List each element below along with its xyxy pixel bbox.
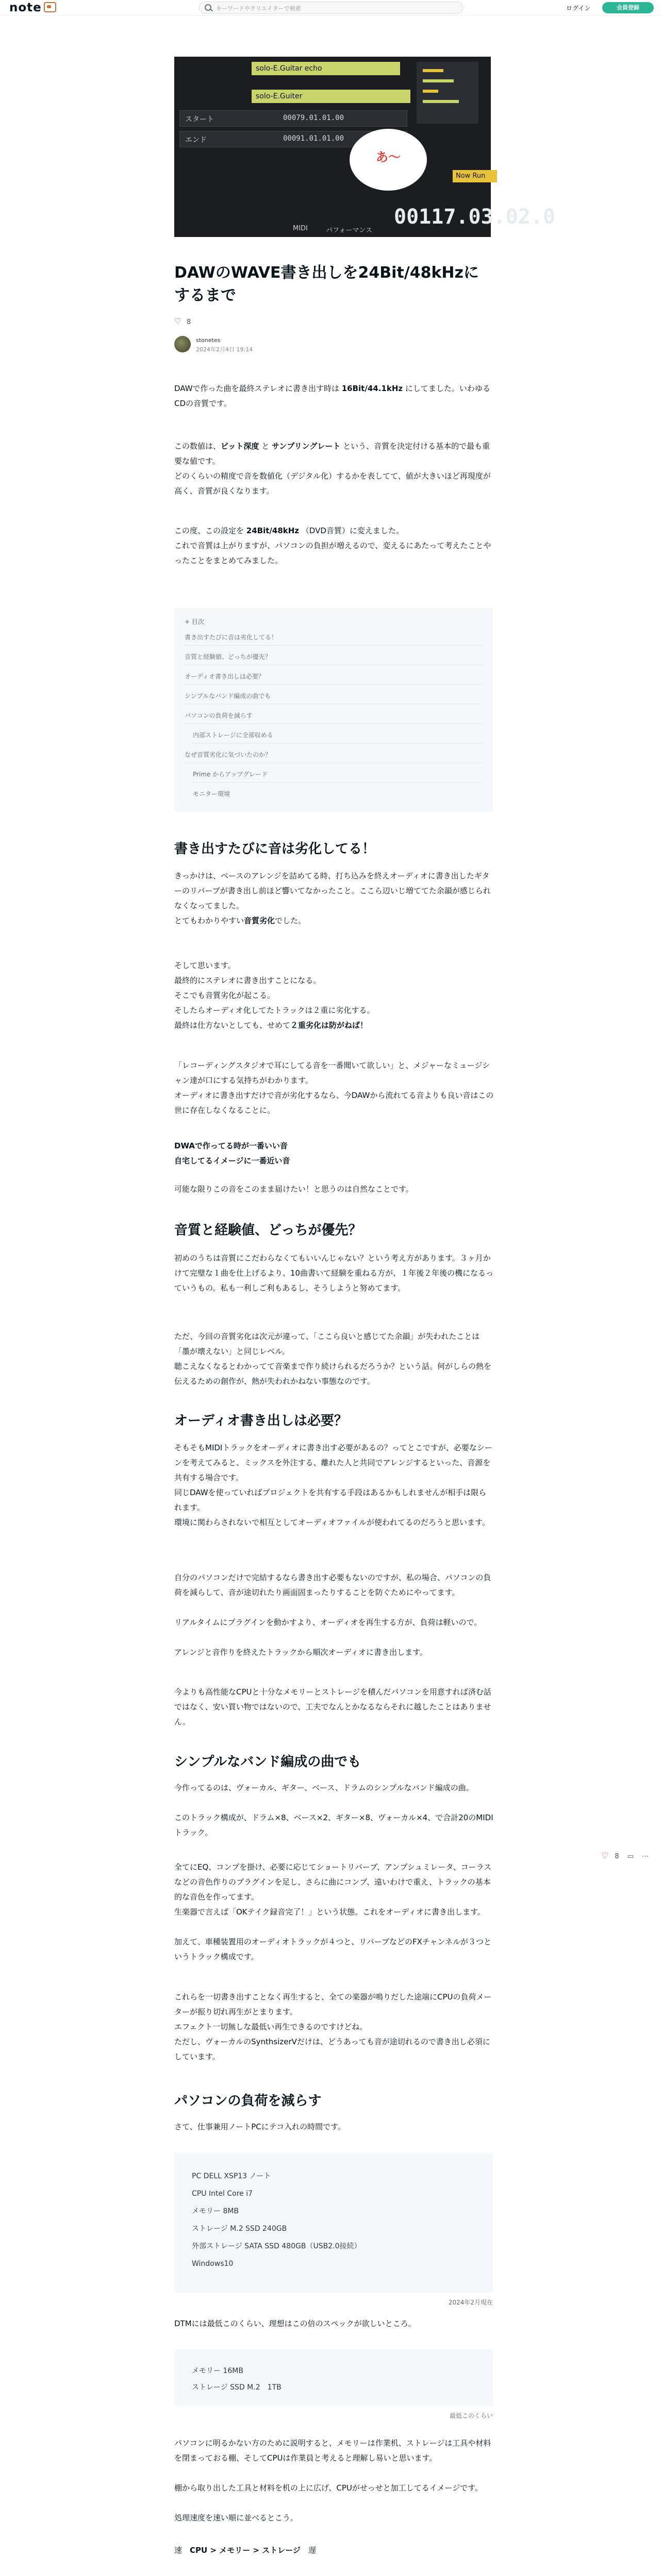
- track-solo-guitar: solo-E.Guiter: [252, 90, 410, 103]
- paragraph: 最終は仕方ないとしても、せめて２重劣化は防がねば！: [174, 1021, 368, 1030]
- paragraph: さて、仕事兼用ノートPCにテコ入れの時間です。: [174, 2122, 345, 2131]
- eyecatch-image: [174, 57, 556, 237]
- toc-item[interactable]: 音質と経験値、どっちが優先？: [185, 649, 483, 665]
- paragraph: ただ、今回の音質劣化は次元が違って、「ここら良いと感じてた余韻」が失われたことは「墨が壊えない」と同じレベル。: [174, 1332, 480, 1356]
- paragraph: 速 CPU > メモリー > ストレージ 遅: [174, 2546, 316, 2555]
- signup-button[interactable]: 会員登録: [602, 2, 654, 13]
- end-row: エンド 00091.01.01.00: [179, 131, 407, 147]
- toc-item[interactable]: パソコンの負荷を減らす: [185, 708, 483, 724]
- midi-label: MIDI: [293, 225, 308, 232]
- avatar[interactable]: [174, 336, 191, 352]
- paragraph: きっかけは、ベースのアレンジを詰めてる時、打ち込みを終えオーディオに書き出したギターのリバーブが書き出し前ほど響いてなかったこと。ここら辺いじ増ててた余韻が感じられなくなってました。: [174, 871, 491, 910]
- note-logo[interactable]: note: [9, 1, 56, 14]
- spec-line: メモリー 8MB: [192, 2207, 239, 2215]
- paragraph: 処理速度を速い順に並べるとこう。: [174, 2513, 299, 2522]
- intro-paragraph-2: この数値は、ビット深度 と サンプリングレート という、音質を決定付ける基本的で最も重要な値です。: [174, 442, 490, 466]
- paragraph: エフェクト一切無しな最低い再生できるのですけどね。: [174, 2022, 368, 2031]
- paragraph: 同じDAWを使っていればプロジェクトを共有する手段はあるかもしれませんが相手は限られます。: [174, 1488, 487, 1512]
- section-heading-1: 書き出すたびに音は劣化してる！: [174, 841, 376, 857]
- more-icon[interactable]: ⋯: [642, 1853, 649, 1860]
- paragraph: 初めのうちは音質にこだわらなくてもいいんじゃない？という考え方があります。３ヶ月かけて完璧な１曲を仕上げるより、10曲書いて経験を重ねる方が、１年後２年後の機になるっていうもの。私も一利しご利もあるし、そうしようと努めてます。: [174, 1253, 494, 1293]
- performance-label: パフォーマンス: [326, 227, 372, 234]
- search-input[interactable]: [215, 3, 454, 13]
- paragraph: 最終的にステレオに書き出すことになる。: [174, 976, 321, 985]
- paragraph: DTMには最低このくらい、理想はこの倍のスペックが欲しいところ。: [174, 2319, 416, 2328]
- paragraph: 可能な限りこの音をこのまま届けたい！と思うのは自然なことです。: [174, 1184, 413, 1194]
- paragraph: 自分のパソコンだけで完結するなら書き出す必要もないのですが、私の場合、パソコンの負荷を減らして、音が途切れたり画面固まったりすることを防ぐためにやってます。: [174, 1573, 491, 1597]
- time-counter: 00117.03.02.0: [394, 205, 556, 229]
- section-heading-5: パソコンの負荷を減らす: [174, 2093, 322, 2109]
- section-heading-3: オーディオ書き出しは必要？: [174, 1413, 347, 1429]
- toc-item[interactable]: なぜ音質劣化に気づいたのか？: [185, 747, 483, 763]
- track-solo-guitar-echo: solo-E.Guitar echo: [252, 62, 400, 75]
- paragraph: そこでも音質劣化が起こる。: [174, 991, 275, 1000]
- bold-line: 自宅してるイメージに一番近い音: [174, 1156, 290, 1165]
- fader-panel: [417, 62, 478, 124]
- paragraph: 「レコーディングスタジオで耳にしてる音を一番聞いて欲しい」と、メジャーなミュージシャン達が口にする気持ちがわかります。: [174, 1061, 490, 1085]
- spec-line: PC DELL XSP13 ノート: [192, 2172, 271, 2180]
- spec-line: ストレージ SSD M.2 1TB: [192, 2383, 282, 2392]
- spec-line: Windows10: [192, 2260, 234, 2268]
- paragraph: これらを一切書き出すことなく再生すると、全ての楽器が鳴りだした途端にCPUの負荷メーターが振り切れ再生がとまります。: [174, 1992, 492, 2016]
- paragraph: そもそもMIDIトラックをオーディオに書き出す必要があるの？ってとこですが、必要なシーンを考えてみると、ミックスを外注する、離れた人と共同でアレンジするといった、音源を共有する場合です。: [174, 1443, 492, 1482]
- heart-icon[interactable]: ♡: [601, 1851, 609, 1860]
- intro-paragraph-4: この度、この設定を 24Bit/48kHz （DVD音質）に変えました。: [174, 526, 404, 535]
- paragraph: 今よりも高性能なCPUと十分なメモリーとストレージを積んだパソコンを用意すれば済む話ではなく、安い買い物ではないので、工夫でなんとかなるならそれに越したことはありません。: [174, 1687, 491, 1726]
- login-link[interactable]: ログイン: [566, 5, 591, 12]
- paragraph: 全てにEQ、コンプを掛け、必要に応じてショートリバーブ、アンプシュミレータ、コーラスなどの音色作りのプラグインを足し、さらに曲にコンプ、遠いわけで重え、トラックの基本的な音色を作ってます。: [174, 1862, 492, 1902]
- logo-mark-icon: [44, 2, 56, 12]
- like-count: 8: [187, 318, 191, 326]
- toc-item[interactable]: シンプルなバンド編成の曲でも: [185, 688, 483, 704]
- paragraph: アレンジと音作りを終えたトラックから順次オーディオに書き出します。: [174, 1648, 427, 1657]
- paragraph: オーディオに書き出すだけで音が劣化するなら、今DAWから流れてる音よりも良い音はこの世に存在しなくなることに。: [174, 1091, 494, 1115]
- article-title: DAWのWAVE書き出しを24Bit/48kHzにするまで: [174, 264, 479, 304]
- intro-paragraph-3: どのくらいの精度で音を数値化（デジタル化）するかを表してて、値が大きいほど再現度が高く、音質が良くなります。: [174, 471, 491, 496]
- search-box[interactable]: [199, 2, 463, 14]
- spec-box-recommended: [174, 2349, 493, 2406]
- paragraph: このトラック構成が、ドラム×8、ベース×2、ギター×8、ヴォーカル×4、で合計20のMIDIトラック。: [174, 1813, 493, 1837]
- toc-item[interactable]: 内部ストレージに全部収める: [193, 727, 483, 743]
- search-icon: [205, 4, 211, 11]
- paragraph: 環境に関わらされないで相互としてオーディオファイルが使われてるのだろうと思います。: [174, 1518, 490, 1527]
- spec-line: メモリー 16MB: [192, 2367, 243, 2375]
- paragraph: リアルタイムにプラグインを動かすより、オーディオを再生する方が、負荷は軽いので。: [174, 1618, 482, 1627]
- intro-paragraph-1: DAWで作った曲を最終ステレオに書き出す時は 16Bit/44.1kHz にしてました。いわゆるCDの音質です。: [174, 384, 490, 408]
- like-count: 8: [615, 1853, 619, 1860]
- paragraph: 今作ってるのは、ヴォーカル、ギター、ベース、ドラムのシンプルなバンド編成の曲。: [174, 1783, 474, 1792]
- toc-toggle-icon[interactable]: +: [185, 618, 192, 625]
- like-area[interactable]: [174, 318, 191, 326]
- table-of-contents: [174, 608, 493, 812]
- start-row: スタート 00079.01.01.00: [179, 110, 407, 127]
- paragraph: 生楽器で言えば「OKテイク録音完了！」という状態。これをオーディオに書き出します。: [174, 1907, 485, 1917]
- now-run-bar: Now Run: [453, 170, 497, 182]
- paragraph: ただし、ヴォーカルのSynthsizerVだけは、どうあっても音が途切れるので書き出し必須にしています。: [174, 2037, 490, 2061]
- spec-line: ストレージ M.2 SSD 240GB: [192, 2225, 287, 2233]
- spec-box-current: [174, 2154, 493, 2293]
- paragraph: とてもわかりやすい音質劣化でした。: [174, 916, 306, 925]
- paragraph: そしたらオーディオ化してたトラックは２重に劣化する。: [174, 1006, 375, 1015]
- heart-icon[interactable]: [174, 318, 181, 325]
- spec-line: 外部ストレージ SATA SSD 480GB（USB2.0接続）: [192, 2242, 361, 2250]
- toc-item[interactable]: モニター環境: [193, 790, 230, 798]
- paragraph: そして思います。: [174, 961, 236, 970]
- author-name[interactable]: stonetes: [196, 337, 221, 344]
- toc-item[interactable]: オーディオ書き出しは必要？: [185, 669, 483, 685]
- section-heading-2: 音質と経験値、どっちが優先？: [174, 1223, 362, 1238]
- speech-bubble: あ～: [350, 129, 427, 191]
- toc-item[interactable]: Prime からアップグレード: [193, 767, 483, 783]
- bold-line: DWAで作ってる時が一番いい音: [174, 1141, 288, 1150]
- toc-item[interactable]: 書き出すたびに音は劣化してる！: [185, 630, 483, 646]
- spec-caption: 2024年2月現在: [448, 2299, 493, 2306]
- toc-heading[interactable]: + 目次: [185, 618, 204, 625]
- publish-date: 2024年2月4日 19:14: [196, 346, 253, 353]
- spec-caption: 最低このくらい: [449, 2412, 493, 2419]
- paragraph: パソコンに明るかない方のために説明すると、メモリーは作業机、ストレージは工具や材料を閉まっておる棚、そしてCPUは作業員と考えると理解し易いと思います。: [174, 2438, 491, 2463]
- comment-icon[interactable]: ▭: [627, 1853, 634, 1860]
- spec-line: CPU Intel Core i7: [192, 2190, 253, 2198]
- site-header: [0, 0, 662, 16]
- paragraph: 加えて、車種装置用のオーディオトラックが４つと、リバーブなどのFXチャンネルが３つというトラック構成です。: [174, 1937, 492, 1961]
- section-heading-4: シンプルなバンド編成の曲でも: [174, 1754, 361, 1770]
- floating-actions: [601, 1851, 655, 1860]
- paragraph: 棚から取り出した工具と材料を机の上に広げ、CPUがせっせと加工してるイメージです。: [174, 2483, 483, 2493]
- paragraph: 聴こえなくなるとわかってて音楽まで作り続けられるだろうか？という話。何がしらの熱を伝えるための創作が、熱が失われかねない事態なのです。: [174, 1362, 492, 1386]
- intro-paragraph-5: これで音質は上がりますが、パソコンの負担が増えるので、変えるにあたって考えたことやったことをまとめてみました。: [174, 541, 491, 565]
